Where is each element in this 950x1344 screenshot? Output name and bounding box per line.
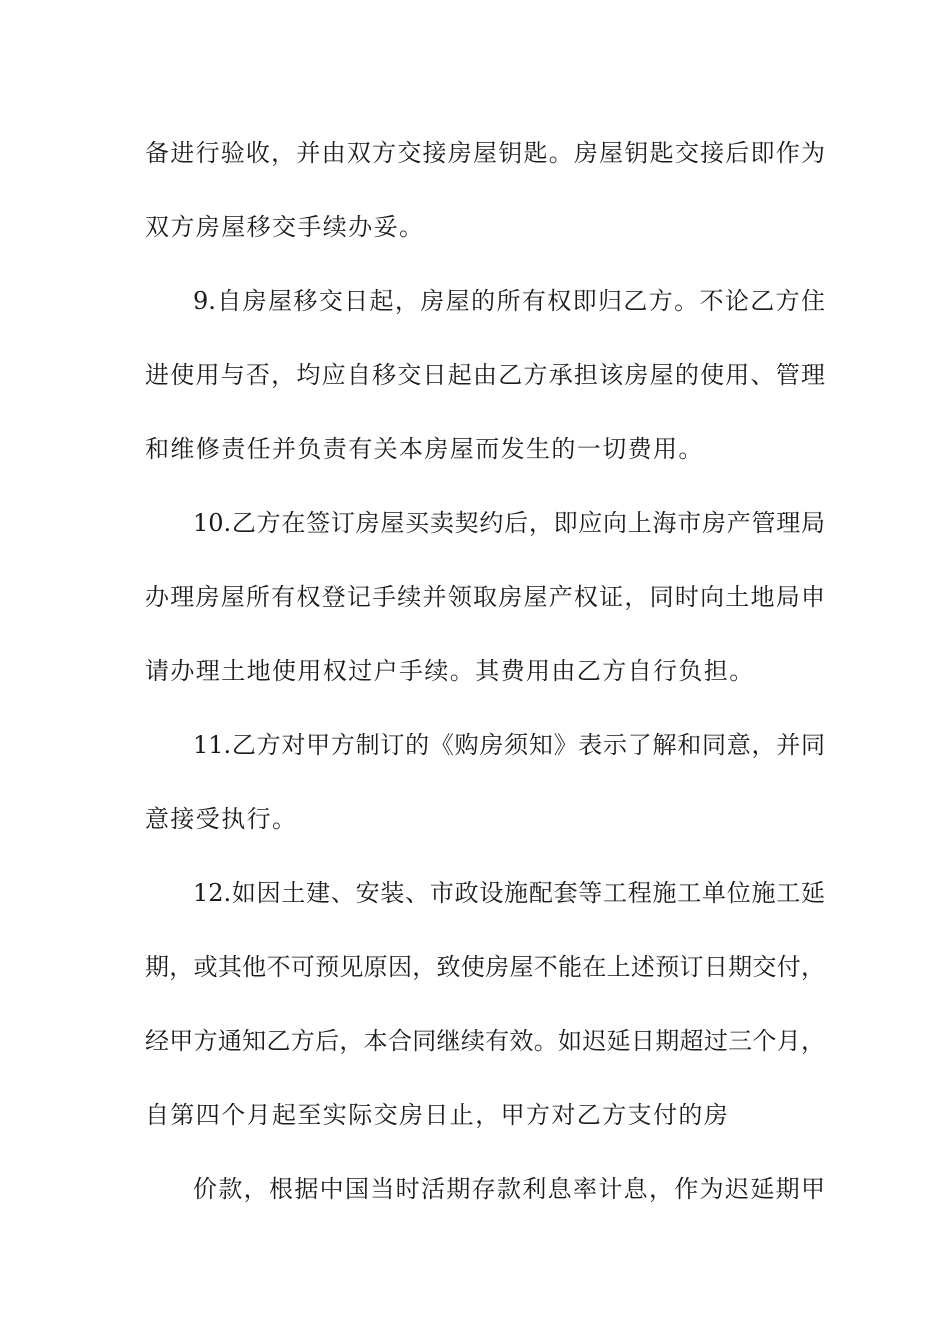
text-line: 期，或其他不可预见原因，致使房屋不能在上述预订日期交付，	[145, 953, 825, 981]
text-line: 双方房屋移交手续办妥。	[145, 213, 425, 241]
text-line: 和维修责任并负责有关本房屋而发生的一切费用。	[145, 435, 704, 463]
paragraph-9-line: 9.自房屋移交日起，房屋的所有权即归乙方。不论乙方住	[193, 287, 825, 315]
paragraph-11-line: 11.乙方对甲方制订的《购房须知》表示了解和同意，并同	[193, 731, 825, 759]
text-line: 办理房屋所有权登记手续并领取房屋产权证，同时向土地局申	[145, 583, 825, 611]
text-line: 价款，根据中国当时活期存款利息率计息，作为迟延期甲	[193, 1175, 825, 1203]
text-line: 进使用与否，均应自移交日起由乙方承担该房屋的使用、管理	[145, 361, 825, 389]
text-line: 请办理土地使用权过户手续。其费用由乙方自行负担。	[145, 657, 755, 685]
paragraph-10-line: 10.乙方在签订房屋买卖契约后，即应向上海市房产管理局	[193, 509, 825, 537]
text-line: 经甲方通知乙方后，本合同继续有效。如迟延日期超过三个月，	[145, 1027, 825, 1055]
text-line: 备进行验收，并由双方交接房屋钥匙。房屋钥匙交接后即作为	[145, 139, 825, 167]
text-line: 自第四个月起至实际交房日止，甲方对乙方支付的房	[145, 1101, 730, 1129]
paragraph-12-line: 12.如因土建、安装、市政设施配套等工程施工单位施工延	[193, 879, 825, 907]
text-line: 意接受执行。	[145, 805, 298, 833]
